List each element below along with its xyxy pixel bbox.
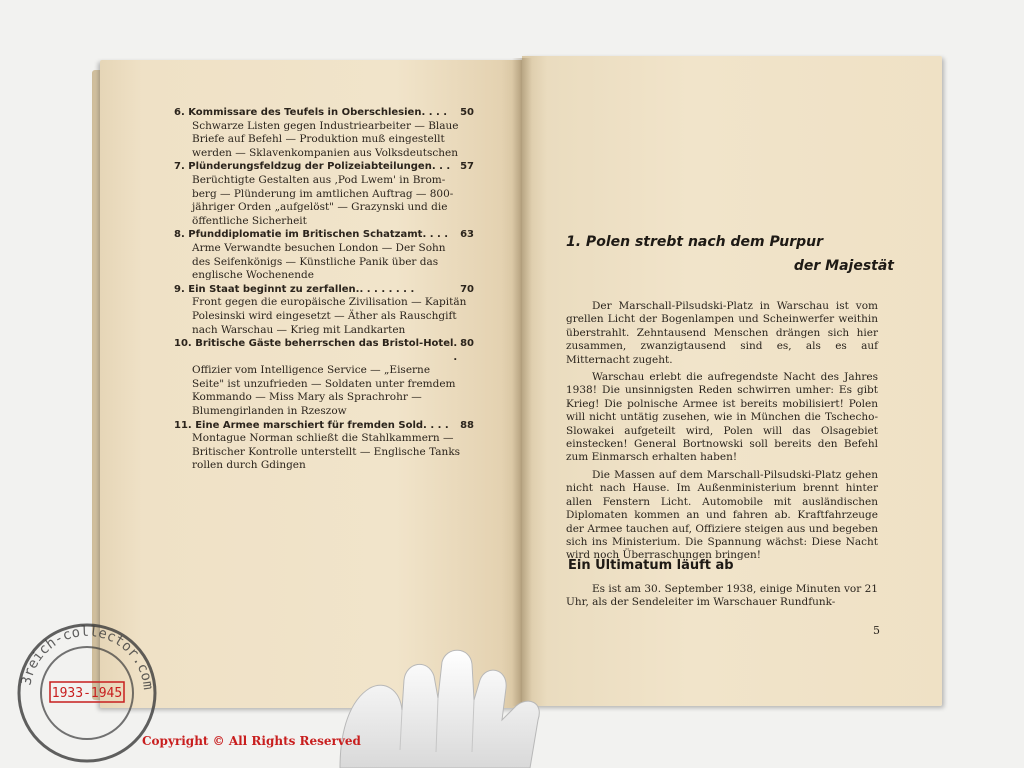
toc-line: Berüchtigte Gestalten aus ‚Pod Lwem' in Brom- xyxy=(192,173,446,186)
collector-stamp-watermark xyxy=(12,618,162,768)
toc-entry: 9. Ein Staat beginnt zu zerfallen. . . . . . . . . 70 Front gegen die europäische Zivilisation — Kapitän Polesinski wird eingesetzt — Äther als Rauschgift nach Warschau — Krieg mit Landkarten xyxy=(174,283,474,336)
paragraph: Warschau erlebt die aufregendste Nacht des Jahres 1938! Die unsinnigsten Reden schwirren umher: Es gibt Krieg! Die polnische Armee ist bereits mobilisiert! Polen will nicht untätig zusehen, wie in München die Tschecho-Slowakei aufgeteilt wird, Polen will das Olsagebiet einstecken! General Bortnowski soll bereits den Befehl zum Einmarsch erhalten haben! xyxy=(566,371,878,464)
toc-title: 6. Kommissare des Teufels in Oberschlesien xyxy=(174,107,422,118)
toc-line: Kommando — Miss Mary als Sprachrohr — xyxy=(192,391,422,404)
toc-line: Seite" ist unzufrieden — Soldaten unter fremdem xyxy=(192,377,456,390)
toc-line: Offizier vom Intelligence Service — „Eiserne xyxy=(192,364,431,377)
toc-line: Schwarze Listen gegen Industriearbeiter — Blaue xyxy=(192,119,459,132)
toc-page: 88 xyxy=(460,419,474,431)
section-heading: Ein Ultimatum läuft ab xyxy=(568,558,734,573)
chapter-title xyxy=(566,230,896,278)
stamp-years: 1933-1945 xyxy=(51,686,123,701)
toc-page: 63 xyxy=(460,229,474,241)
chapter-title-line2: der Majestät xyxy=(793,258,894,274)
toc-line: englische Wochenende xyxy=(192,269,314,282)
toc-line: Arme Verwandte besuchen London — Der Sohn xyxy=(192,241,446,254)
toc-title: 10. Britische Gäste beherrschen das Bristol-Hotel xyxy=(174,338,454,350)
toc-line: Britischer Kontrolle unterstellt — Englische Tanks xyxy=(192,445,461,458)
white-glove-image xyxy=(330,640,590,768)
book-gutter xyxy=(512,58,532,706)
toc-entry: 7. Plünderungsfeldzug der Polizeiabteilungen . . . 57 Berüchtigte Gestalten aus ‚Pod Lwem' in Brom- berg — Plünderung im amtlichen Auftrag — 800- jähriger Orden „aufgelöst" — Grazynski und die öffentliche Sicherheit xyxy=(174,161,474,227)
paragraph: Die Massen auf dem Marschall-Pilsudski-Platz gehen nicht nach Hause. Im Außenministerium brennt hinter allen Fenstern Licht. Automobile mit ausländischen Diplomaten kommen an und fahren ab. Kraftfahrzeuge der Armee tauchen auf, Offiziere steigen aus und begeben sich ins Ministerium. Die Spannung wächst: Diese Nacht wird noch Überraschungen bringen! xyxy=(566,468,878,562)
toc-title: 8. Pfunddiplomatie im Britischen Schatzamt xyxy=(174,229,423,241)
toc-title: 11. Eine Armee marschiert für fremden Sold xyxy=(174,419,424,431)
toc-line: rollen durch Gdingen xyxy=(192,459,306,472)
toc-page: 50 xyxy=(460,107,474,118)
page-number: 5 xyxy=(873,624,880,637)
stamp-ring-text: 3reich-collector.com xyxy=(18,623,156,691)
toc-line: öffentliche Sicherheit xyxy=(192,214,307,227)
toc-line: Blumengirlanden in Rzeszow xyxy=(192,405,347,418)
toc-entry: 10. Britische Gäste beherrschen das Bristol-Hotel . . 80 Offizier vom Intelligence Service — „Eiserne Seite" ist unzufrieden — Soldaten unter fremdem Kommando — Miss Mary als Sprachrohr — Blumengirlanden in Rzeszow xyxy=(174,338,474,418)
section-body xyxy=(566,583,878,610)
toc-page: 80 xyxy=(460,338,474,350)
toc-line: berg — Plünderung im amtlichen Auftrag — 800- xyxy=(192,187,454,200)
toc-line: nach Warschau — Krieg mit Landkarten xyxy=(192,323,406,336)
copyright-notice: Copyright © All Rights Reserved xyxy=(142,734,361,748)
toc-title: 9. Ein Staat beginnt zu zerfallen. xyxy=(174,283,360,295)
svg-text:3reich-collector.com xyxy=(19,624,156,691)
paragraph: Es ist am 30. September 1938, einige Minuten vor 21 Uhr, als der Sendeleiter im Warschauer Rundfunk- xyxy=(566,583,878,609)
toc-line: werden — Sklavenkompanien aus Volksdeutschen xyxy=(192,146,458,159)
toc-title: 7. Plünderungsfeldzug der Polizeiabteilungen xyxy=(174,161,432,173)
toc-line: jähriger Orden „aufgelöst" — Grazynski und die xyxy=(192,201,448,214)
toc-line: Briefe auf Befehl — Produktion muß eingestellt xyxy=(192,133,445,146)
table-of-contents xyxy=(174,106,474,473)
toc-entry: 8. Pfunddiplomatie im Britischen Schatzamt . . . . 63 Arme Verwandte besuchen London — Der Sohn des Seifenkönigs — Künstliche Panik über das englische Wochenende xyxy=(174,229,474,282)
toc-line: Polesinski wird eingesetzt — Äther als Rauschgift xyxy=(192,309,457,322)
toc-line: Front gegen die europäische Zivilisation — Kapitän xyxy=(192,296,467,309)
toc-line: des Seifenkönigs — Künstliche Panik über das xyxy=(192,255,439,268)
paragraph: Der Marschall-Pilsudski-Platz in Warschau ist vom grellen Licht der Bogenlampen und Scheinwerfer weithin überstrahlt. Zehntausend Menschen drängen sich hier zusammen, zwanzigtausend sind es, als es auf Mitternacht zugeht. xyxy=(566,300,878,366)
chapter-title-line1: 1. Polen strebt nach dem Purpur xyxy=(566,234,824,250)
toc-page: 57 xyxy=(460,161,474,173)
toc-entry: 11. Eine Armee marschiert für fremden Sold . . . . 88 Montague Norman schließt die Stahlkammern — Britischer Kontrolle unterstellt — Englische Tanks rollen durch Gdingen xyxy=(174,419,474,472)
toc-entry: 6. Kommissare des Teufels in Oberschlesien . . . . 50 Schwarze Listen gegen Industriearbeiter — Blaue Briefe auf Befehl — Produktion muß eingestellt werden — Sklavenkompanien aus Volksdeutschen xyxy=(174,107,474,159)
toc-page: 70 xyxy=(460,283,474,295)
chapter-body xyxy=(566,300,878,567)
toc-line: Montague Norman schließt die Stahlkammern — xyxy=(192,432,454,445)
